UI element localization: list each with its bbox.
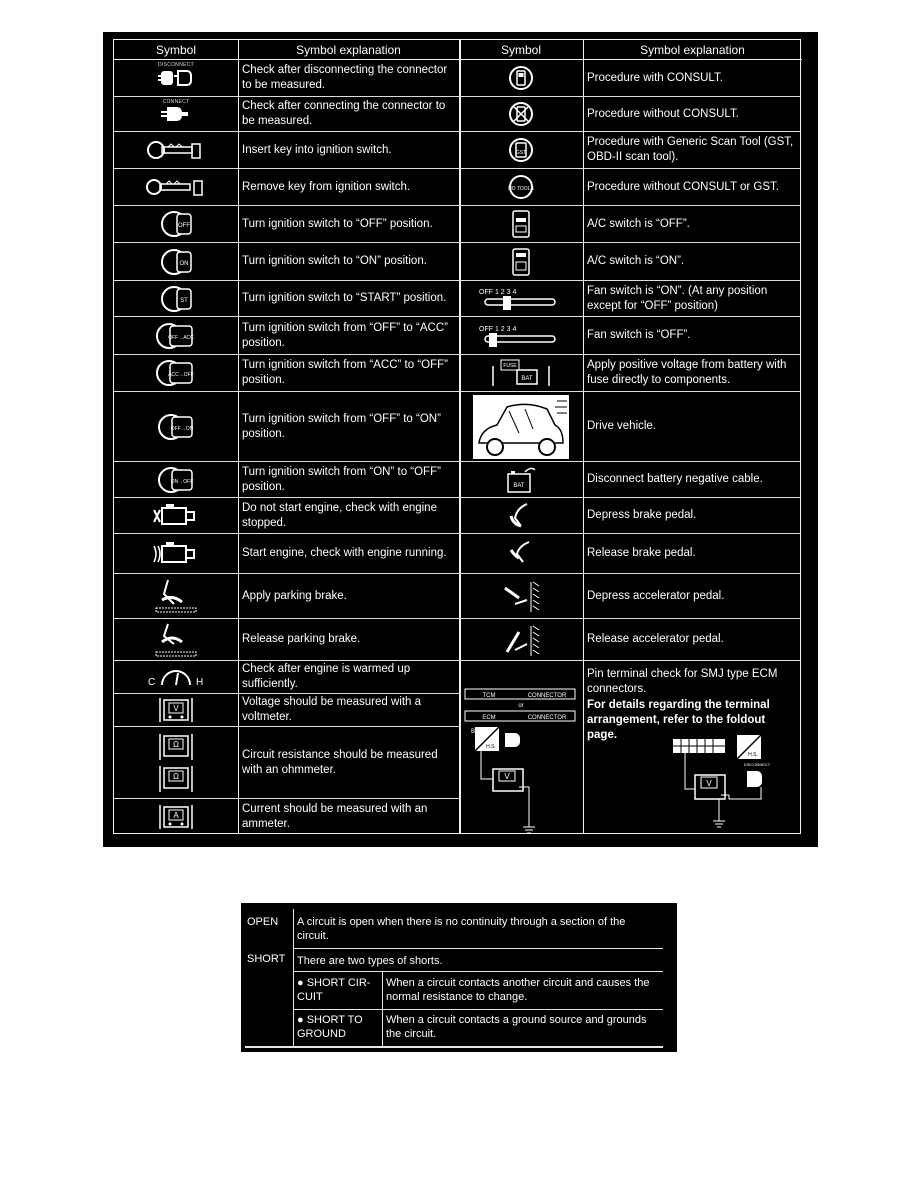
ignition-acc-to-off-icon (114, 355, 238, 391)
definitions-table (241, 903, 677, 1052)
svg-text:ON→OFF: ON→OFF (170, 478, 194, 485)
svg-text:ECM: ECM (482, 715, 496, 721)
svg-text:Ω: Ω (173, 771, 179, 781)
svg-text:FUSE: FUSE (503, 363, 517, 369)
table-row (114, 317, 459, 355)
divider (293, 971, 663, 972)
table-row (114, 534, 459, 574)
no-tools-icon (459, 169, 583, 205)
temperature-gauge-icon (114, 661, 238, 693)
depress-brake-pedal-icon (459, 498, 583, 533)
symbol-explanation: Drive vehicle. (587, 420, 657, 432)
svg-text:BAT: BAT (513, 482, 525, 489)
depress-accelerator-icon (459, 574, 583, 618)
ac-switch-off-icon (459, 206, 583, 242)
table-row (459, 534, 800, 574)
svg-text:Ω: Ω (173, 739, 179, 749)
disconnect-connector-icon: DISCONNECT (114, 60, 238, 96)
table-row (459, 206, 800, 243)
voltmeter-icon (114, 694, 238, 726)
symbol-explanation: Insert key into ignition switch. (242, 143, 392, 156)
divider (293, 909, 294, 1047)
svg-text:OFF 1 2 3 4: OFF 1 2 3 4 (479, 325, 517, 333)
svg-text:H.S.: H.S. (486, 744, 496, 750)
table-row (114, 619, 459, 661)
svg-text:H.S.: H.S. (748, 752, 758, 758)
symbol-explanation: Procedure with Generic Scan Tool (GST, OBD-II scan tool). (587, 136, 794, 163)
symbol-explanation: Depress accelerator pedal. (587, 589, 725, 602)
definition-short: There are two types of shorts. (297, 955, 443, 967)
release-parking-brake-icon (114, 619, 238, 660)
svg-text:ST: ST (180, 297, 188, 304)
table-row (459, 169, 800, 206)
fan-switch-off-icon (459, 317, 583, 354)
definition-short-circuit: When a circuit contacts another circuit and causes the normal resistance to change. (386, 977, 650, 1003)
svg-text:NO TOOLS: NO TOOLS (508, 186, 534, 192)
header-explanation-right: Symbol explanation (583, 40, 802, 60)
symbol-explanation: Fan switch is “OFF”. (587, 329, 691, 341)
symbol-explanation: Turn ignition switch to “START” position. (242, 292, 447, 304)
release-accelerator-icon (459, 619, 583, 660)
table-row (459, 574, 800, 619)
svg-text:BAT: BAT (521, 376, 533, 382)
symbol-explanation: Turn ignition switch from “ON” to “OFF” position. (242, 465, 441, 493)
table-row (114, 132, 459, 169)
consult-icon (459, 60, 583, 96)
symbol-explanation: A/C switch is “OFF”. (587, 217, 690, 230)
symbol-explanation: A/C switch is “ON”. (587, 255, 685, 267)
symbol-explanation: Turn ignition switch from “OFF” to “ACC” position. (242, 321, 448, 349)
header-explanation-left: Symbol explanation (238, 40, 459, 60)
table-row (459, 132, 800, 169)
svg-text:V: V (173, 704, 179, 713)
divider (293, 948, 663, 949)
svg-text:C: C (148, 677, 156, 688)
table-row (459, 281, 800, 317)
table-row (459, 392, 800, 462)
symbol-explanation: Check after connecting the connector to be measured. (242, 100, 446, 127)
remove-key-icon (114, 169, 238, 205)
connect-connector-icon: CONNECT (114, 97, 238, 131)
table-row (114, 355, 459, 392)
svg-text:DISCONNECT: DISCONNECT (743, 762, 771, 767)
ammeter-icon (114, 799, 238, 834)
gst-scan-tool-icon (459, 132, 583, 168)
symbol-explanation: Release brake pedal. (587, 547, 696, 559)
table-row (114, 281, 459, 317)
table-row (114, 60, 459, 97)
symbol-explanation: Turn ignition switch to “ON” position. (242, 255, 427, 267)
svg-text:A: A (173, 810, 179, 820)
svg-text:OFF: OFF (178, 223, 190, 229)
symbol-explanation: Apply parking brake. (242, 589, 347, 602)
foldout-connector-icon (663, 733, 793, 838)
symbol-explanation: Turn ignition switch from “ACC” to “OFF” position. (242, 359, 448, 386)
svg-text:H: H (196, 677, 204, 688)
table-row (459, 97, 800, 132)
ac-switch-on-icon (459, 243, 583, 280)
symbol-explanation: Circuit resistance should be measured with an ohmmeter. (242, 748, 438, 776)
table-row (114, 392, 459, 462)
symbol-explanation: Start engine, check with engine running. (242, 547, 447, 559)
svg-text:GST: GST (515, 150, 527, 156)
engine-stopped-icon (114, 498, 238, 533)
svg-text:OFF→ACC: OFF→ACC (168, 334, 194, 341)
table-row (459, 60, 800, 97)
term-open: OPEN (247, 916, 279, 928)
symbol-explanation: Depress brake pedal. (587, 509, 697, 521)
svg-text:CONNECTOR: CONNECTOR (527, 715, 567, 721)
definition-open: A circuit is open when there is no continuity through a section of the circuit. (297, 916, 626, 942)
ignition-start-icon (114, 281, 238, 316)
header-symbol-right: Symbol (459, 40, 583, 60)
symbol-table (113, 39, 801, 834)
fuse-battery-icon (459, 355, 583, 391)
term-short-to-ground: ● SHORT TO GROUND (297, 1014, 363, 1040)
symbol-explanation: Remove key from ignition switch. (242, 180, 411, 193)
divider (245, 1046, 663, 1048)
symbol-explanation: Turn ignition switch to “OFF” position. (242, 217, 433, 230)
symbol-explanation: Procedure without CONSULT or GST. (587, 180, 779, 193)
symbol-explanation: Turn ignition switch from “OFF” to “ON” position. (242, 412, 441, 440)
table-row (114, 661, 459, 694)
ignition-on-to-off-icon (114, 462, 238, 497)
symbol-table-panel (103, 32, 818, 847)
ignition-off-to-acc-icon (114, 317, 238, 354)
table-row (114, 243, 459, 281)
svg-text:OFF 1 2 3 4: OFF 1 2 3 4 (479, 288, 517, 296)
term-short: SHORT (247, 953, 286, 965)
symbol-explanation: Disconnect battery negative cable. (587, 473, 763, 485)
ohmmeter-icon (114, 727, 238, 798)
drive-vehicle-icon (459, 392, 583, 461)
svg-text:OFF→ON: OFF→ON (170, 425, 194, 432)
svg-text:ON: ON (179, 260, 189, 267)
insert-key-icon (114, 132, 238, 168)
symbol-explanation: Apply positive voltage from battery with fuse directly to components. (587, 359, 787, 386)
svg-text:V: V (706, 779, 712, 788)
table-row (114, 97, 459, 132)
table-row (459, 498, 800, 534)
symbol-explanation: Check after disconnecting the connector to be measured. (242, 64, 448, 91)
term-short-circuit: ● SHORT CIR- CUIT (297, 977, 371, 1003)
pin-terminal-diagram (459, 661, 583, 834)
symbol-explanation: Voltage should be measured with a voltmeter. (242, 696, 422, 723)
ignition-off-icon (114, 206, 238, 242)
ignition-off-to-on-icon (114, 392, 238, 461)
table-row (114, 727, 459, 799)
symbol-explanation: Procedure with CONSULT. (587, 71, 723, 84)
symbol-explanation: Current should be measured with an ammeter. (242, 802, 428, 830)
table-row (459, 355, 800, 392)
engine-running-icon (114, 534, 238, 573)
fan-switch-on-icon (459, 281, 583, 316)
svg-text:V: V (504, 772, 510, 781)
divider (293, 1009, 663, 1010)
table-row (114, 169, 459, 206)
table-row (114, 799, 459, 834)
symbol-explanation: Release accelerator pedal. (587, 633, 724, 645)
pin-terminal-cell (583, 661, 802, 834)
svg-text:TCM: TCM (482, 693, 496, 699)
battery-cable-icon (459, 462, 583, 497)
pin-check-bold-text: For details regarding the terminal arrangement, refer to the foldout page. (587, 699, 770, 741)
symbol-explanation: Check after engine is warmed up sufficiently. (242, 663, 411, 690)
symbol-explanation: Do not start engine, check with engine stopped. (242, 501, 437, 529)
svg-text:B: B (471, 729, 476, 735)
table-row (459, 462, 800, 498)
table-row (459, 243, 800, 281)
symbol-explanation: Procedure without CONSULT. (587, 107, 739, 120)
release-brake-pedal-icon (459, 534, 583, 573)
definition-short-to-ground: When a circuit contacts a ground source and grounds the circuit. (386, 1014, 647, 1040)
svg-text:CONNECTOR: CONNECTOR (527, 693, 567, 699)
symbol-explanation: Release parking brake. (242, 633, 361, 645)
table-row (114, 694, 459, 727)
table-row (459, 317, 800, 355)
svg-text:ACC→OFF: ACC→OFF (168, 372, 194, 378)
symbol-explanation: Fan switch is “ON”. (At any position except for “OFF” position) (587, 284, 768, 312)
no-consult-icon (459, 97, 583, 131)
table-row (459, 619, 800, 661)
pin-check-text: Pin terminal check for SMJ type ECM connectors. (587, 668, 778, 695)
table-row (114, 462, 459, 498)
apply-parking-brake-icon (114, 574, 238, 618)
svg-text:or: or (518, 703, 524, 709)
table-row (114, 574, 459, 619)
table-row (114, 498, 459, 534)
header-symbol-left: Symbol (114, 40, 238, 60)
table-row (114, 206, 459, 243)
ignition-on-icon (114, 243, 238, 280)
